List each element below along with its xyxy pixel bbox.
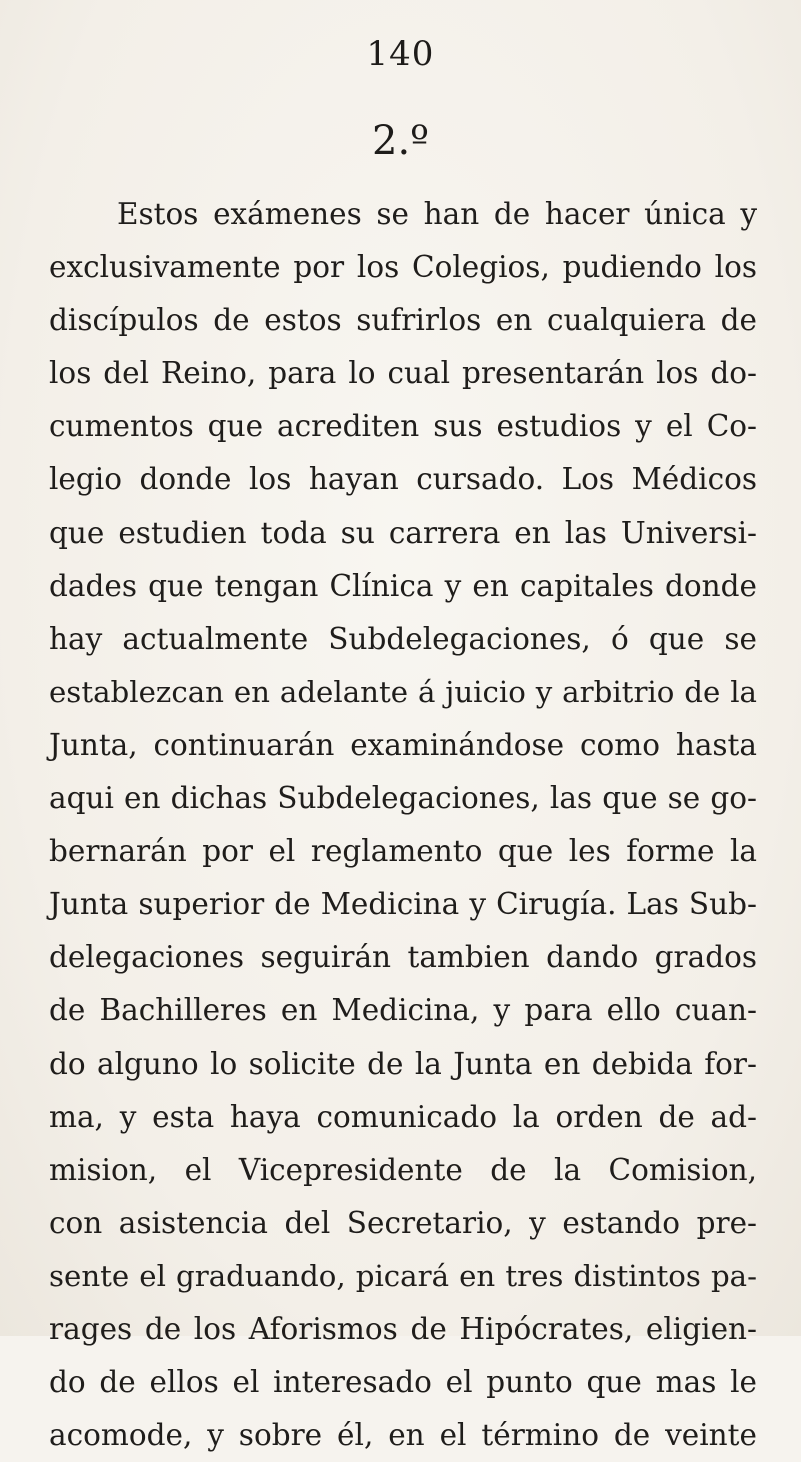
section-number: 2.º: [372, 118, 429, 164]
text-line: Estos exámenes se han de hacer única y: [117, 197, 757, 231]
text-line: delegaciones seguirán tambien dando grados: [49, 940, 757, 975]
text-line: de Bachilleres en Medicina, y para ello cuan-: [49, 993, 757, 1028]
text-line: exclusivamente por los Colegios, pudiendo los: [49, 250, 757, 285]
text-line: con asistencia del Secretario, y estando pre-: [49, 1205, 757, 1240]
text-line: cumentos que acrediten sus estudios y el Co-: [49, 409, 757, 444]
text-line: sente el graduando, picará en tres distintos pa-: [49, 1258, 757, 1293]
text-line: mision, el Vicepresidente de la Comision,: [49, 1152, 757, 1187]
text-line: Junta superior de Medicina y Cirugía. Las Sub-: [49, 887, 757, 922]
text-line: Junta, continuarán examinándose como hasta: [49, 727, 757, 762]
text-line: do de ellos el interesado el punto que mas le: [49, 1365, 757, 1400]
text-line: establezcan en adelante á juicio y arbitrio de la: [49, 674, 757, 709]
text-line: bernarán por el reglamento que les forme la: [49, 834, 757, 869]
text-line: dades que tengan Clínica y en capitales donde: [49, 568, 757, 603]
page-number: 140: [366, 34, 435, 74]
text-line: hay actualmente Subdelegaciones, ó que se: [49, 621, 757, 656]
text-line: ma, y esta haya comunicado la orden de ad-: [49, 1099, 757, 1134]
text-line: do alguno lo solicite de la Junta en debida for-: [49, 1046, 757, 1081]
text-line: acomode, y sobre él, en el término de veinte: [49, 1418, 757, 1453]
text-line: aqui en dichas Subdelegaciones, las que se go-: [49, 781, 757, 816]
text-line: los del Reino, para lo cual presentarán los do-: [49, 356, 757, 391]
text-line: que estudien toda su carrera en las Universi-: [49, 515, 757, 550]
text-line: discípulos de estos sufrirlos en cualquiera de: [49, 303, 757, 338]
text-line: rages de los Aforismos de Hipócrates, eligien-: [49, 1311, 757, 1346]
text-line: legio donde los hayan cursado. Los Médicos: [49, 462, 757, 497]
body-text: [49, 188, 757, 1462]
